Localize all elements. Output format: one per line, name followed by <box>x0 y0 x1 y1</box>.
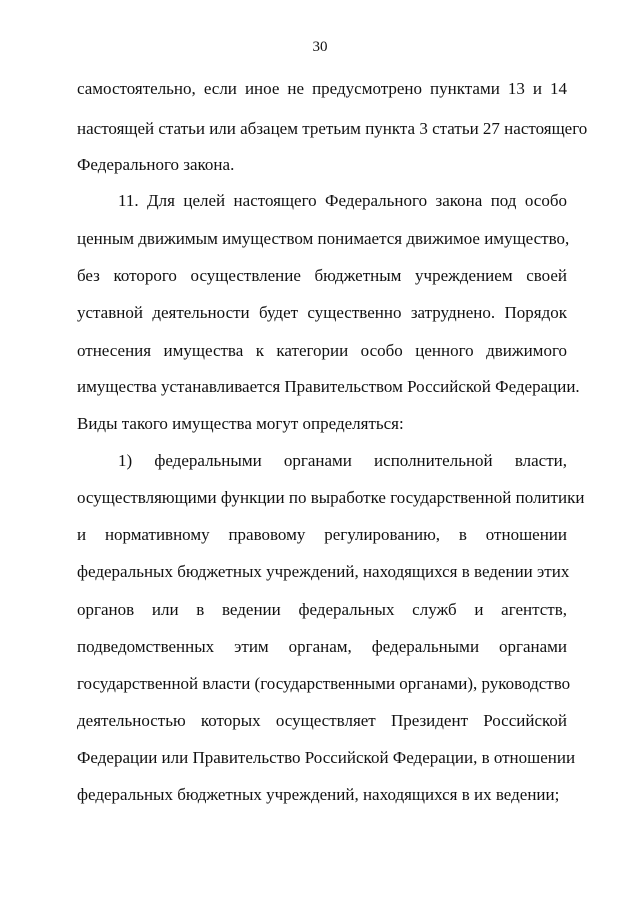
text-line: имущества устанавливается Правительством Российской Федерации. <box>77 377 580 396</box>
text-line: деятельностью которых осуществляет Президент Российской <box>77 711 567 730</box>
text-line: без которого осуществление бюджетным учреждением своей <box>77 266 567 285</box>
text-line: федеральных бюджетных учреждений, находящихся в их ведении; <box>77 785 560 804</box>
text-line: Федерального закона. <box>77 155 235 174</box>
text-line: осуществляющими функции по выработке государственной политики <box>77 488 585 507</box>
text-line: и нормативному правовому регулированию, в отношении <box>77 525 567 544</box>
text-line: федеральных бюджетных учреждений, находящихся в ведении этих <box>77 562 570 581</box>
text-line: ценным движимым имуществом понимается движимое имущество, <box>77 229 570 248</box>
text-line: государственной власти (государственными органами), руководство <box>77 674 571 693</box>
text-line: подведомственных этим органам, федеральными органами <box>77 637 567 656</box>
text-line: настоящей статьи или абзацем третьим пункта 3 статьи 27 настоящего <box>77 119 588 138</box>
paragraph-start-line: 1) федеральными органами исполнительной власти, <box>118 451 567 470</box>
text-line: Федерации или Правительство Российской Федерации, в отношении <box>77 748 576 767</box>
text-line: Виды такого имущества могут определяться: <box>77 414 404 433</box>
text-line: органов или в ведении федеральных служб и агентств, <box>77 600 567 619</box>
paragraph-start-line: 11. Для целей настоящего Федерального закона под особо <box>118 191 567 210</box>
text-line: самостоятельно, если иное не предусмотрено пунктами 13 и 14 <box>77 79 567 98</box>
page-number: 30 <box>312 39 328 55</box>
text-line: отнесения имущества к категории особо ценного движимого <box>77 341 567 360</box>
text-line: уставной деятельности будет существенно затруднено. Порядок <box>77 303 567 322</box>
